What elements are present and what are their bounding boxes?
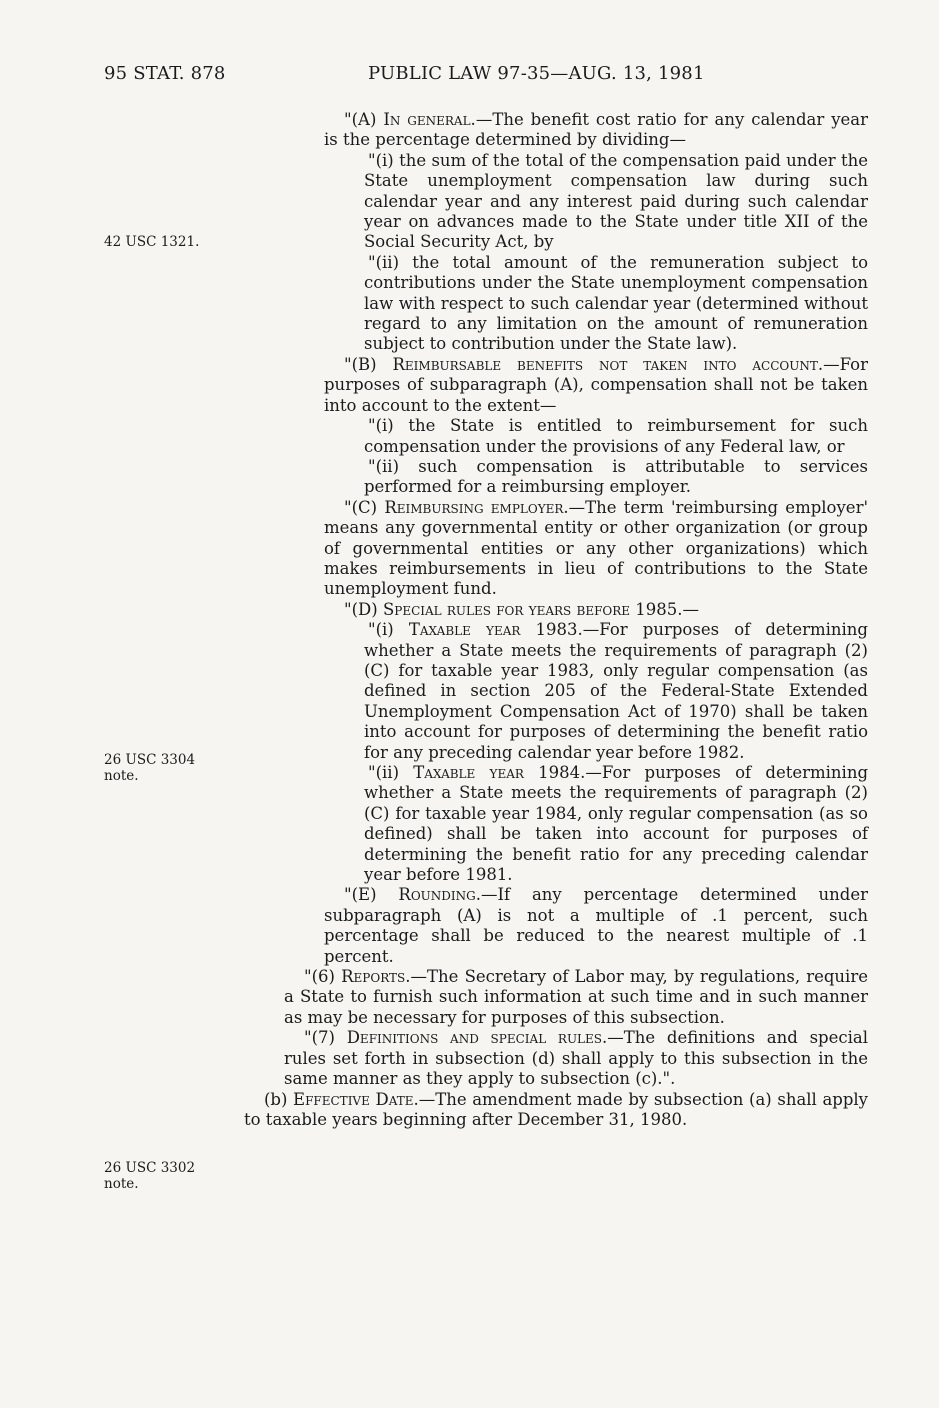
paragraph-E [324, 885, 868, 967]
paragraph-heading: Reimbursing employer. [384, 497, 569, 517]
paragraph-heading: In general. [383, 110, 476, 129]
paragraph-text: — [682, 599, 700, 619]
paragraph-lead: "(7) [304, 1028, 347, 1048]
paragraph-6 [284, 967, 868, 1028]
paragraph-heading: Effective Date. [293, 1089, 419, 1109]
margin-note-text-2: note. [104, 768, 139, 784]
paragraph-text: —The benefit cost ratio for any calendar year is the percentage determined by dividing— [324, 110, 868, 150]
margin-note-text: 26 USC 3304 [104, 752, 196, 768]
paragraph-lead: (b) [264, 1089, 294, 1109]
paragraph-B-ii: "(ii) such compensation is attributable to services performed for a reimbursing employer. [364, 456, 868, 497]
paragraph-D-ii [364, 763, 868, 885]
paragraph-A-i: "(i) the sum of the total of the compensation paid under the State unemployment compensation law during such calendar year and any interest paid during such calendar year on advances made to the State under title XII of the Social Security Act, by [364, 150, 868, 252]
paragraph-lead: "(ii) [368, 763, 414, 782]
paragraph-heading: Definitions and special rules. [346, 1028, 608, 1048]
paragraph-B-i: "(i) the State is entitled to reimbursement for such compensation under the provisions of any Federal law, or [364, 416, 868, 456]
paragraph-heading: Special rules for years before 1985. [382, 599, 683, 619]
paragraph-A-ii: "(ii) the total amount of the remuneration subject to contributions under the State unemployment compensation law with respect to such calendar year (determined without regard to any limitation on the amount of remuneration subject to contribution under the State law). [364, 252, 868, 354]
paragraph-D [324, 600, 868, 620]
paragraph-text: —The Secretary of Labor may, by regulations, require a State to furnish such information at such time and in such manner as may be necessary for purposes of this subsection. [284, 967, 868, 1027]
page-title: PUBLIC LAW 97-35—AUG. 13, 1981 [368, 63, 705, 84]
paragraph-text: —For purposes of subparagraph (A), compensation shall not be taken into account to the extent— [324, 354, 868, 415]
paragraph-lead: "(i) [368, 620, 409, 640]
paragraph-b [244, 1090, 868, 1131]
margin-note-text: 26 USC 3302 [104, 1160, 196, 1176]
paragraph-heading: Rounding. [398, 885, 481, 905]
paragraph-text: —The definitions and special rules set forth in subsection (d) shall apply to this subsection in the same manner as they apply to subsection (c).". [284, 1028, 868, 1089]
paragraph-lead: "(B) [344, 354, 393, 374]
paragraph-text: —For purposes of determining whether a State meets the requirements of paragraph (2)(C) for taxable year 1984, only regular compensation (as so defined) shall be taken into account for purposes of determining the benefit ratio for any preceding calendar year before 1981. [364, 763, 869, 885]
paragraph-A [324, 110, 868, 151]
paragraph-heading: Reports. [341, 967, 411, 987]
paragraph-text: —For purposes of determining whether a State meets the requirements of paragraph (2)(C) for taxable year 1983, only regular compensation (as defined in section 205 of the Federal-State Extended Unemployment Compensation Act of 1970) shall be taken into account for purposes of determining the benefit ratio for any preceding calendar year before 1982. [364, 620, 868, 762]
margin-note-text: 42 USC 1321. [104, 234, 200, 250]
paragraph-D-i [364, 620, 868, 763]
paragraph-7 [284, 1028, 868, 1089]
paragraph-text: —The term 'reimbursing employer' means any governmental entity or other organization (or group of governmental entities or any other organizations) which makes reimbursements in lieu of contributions to the State unemployment fund. [324, 497, 868, 599]
paragraph-lead: "(D) [344, 599, 383, 619]
margin-note-text-2: note. [104, 1176, 139, 1192]
paragraph-heading: Reimbursable benefits not taken into account. [392, 354, 824, 374]
paragraph-lead: "(E) [344, 885, 399, 905]
page-reference: 95 STAT. 878 [104, 63, 226, 84]
paragraph-heading: Taxable year 1983. [408, 620, 583, 640]
paragraph-lead: "(C) [344, 497, 385, 517]
paragraph-B [324, 355, 868, 416]
paragraph-lead: "(A) [344, 110, 384, 129]
paragraph-text: —The amendment made by subsection (a) shall apply to taxable years beginning after December 31, 1980. [244, 1089, 868, 1129]
paragraph-text: —If any percentage determined under subparagraph (A) is not a multiple of .1 percent, such percentage shall be reduced to the nearest multiple of .1 percent. [324, 885, 868, 966]
paragraph-C [324, 498, 868, 600]
paragraph-lead: "(6) [304, 967, 342, 987]
body-text [0, 110, 939, 1130]
margin-note-3 [104, 1160, 195, 1192]
paragraph-heading: Taxable year 1984. [413, 763, 586, 782]
